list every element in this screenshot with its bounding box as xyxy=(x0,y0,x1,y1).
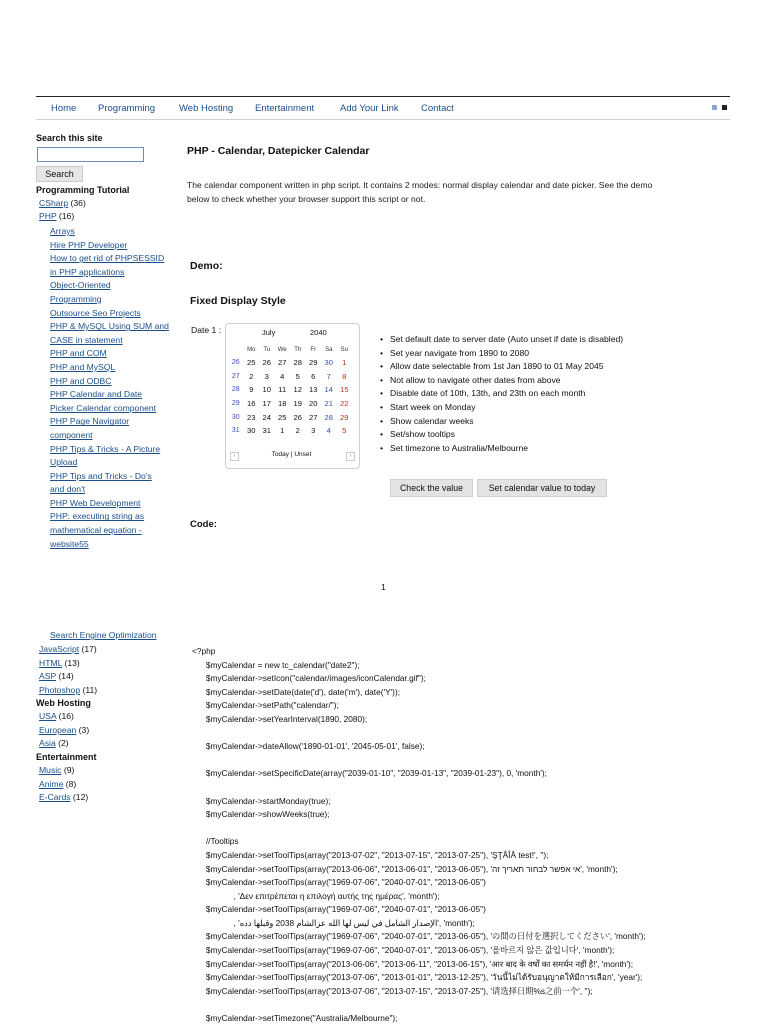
web-hosting-heading: Web Hosting xyxy=(36,698,91,708)
asp-count: (14) xyxy=(58,671,74,682)
music-count: (9) xyxy=(63,765,75,775)
date-label: Date 1 : xyxy=(191,325,222,335)
hosting-list xyxy=(39,710,89,751)
asia-count: (2) xyxy=(58,738,69,749)
calendar-day[interactable]: 7 xyxy=(326,371,331,381)
code-line: $myCalendar->setToolTips(array("2013-07-02", "2013-07-15", "2013-07-25"), 'ŞŢÂÎĂ test!', ''); xyxy=(192,849,549,860)
code-line: $myCalendar = new tc_calendar("date2"); xyxy=(192,659,360,670)
calendar-week-row xyxy=(228,383,352,397)
calendar-day[interactable]: 2 xyxy=(249,371,254,381)
php-item-web-development[interactable]: PHP Web Development xyxy=(50,497,141,508)
week-number: 26 xyxy=(231,359,240,367)
ecards-link[interactable]: E-Cards xyxy=(39,792,71,803)
code-line: $myCalendar->setYearInterval(1890, 2080); xyxy=(192,713,368,724)
php-item-mysql-sum[interactable]: PHP & MySQL Using SUM and xyxy=(50,321,169,332)
code-line: $myCalendar->setToolTips(array("2013-07-06", "2013-01-01", "2013-12-25"), 'วันนี้ไม่ได้รับอนุญาตให้มีการเลือก', 'year'); xyxy=(192,972,643,983)
calendar-day[interactable]: 30 xyxy=(247,426,256,436)
calendar-day[interactable]: 22 xyxy=(340,399,349,409)
page-number: 1 xyxy=(381,582,386,592)
top-nav xyxy=(36,96,730,120)
calendar-day-header-row xyxy=(228,344,352,356)
php-item-executing-string-cont[interactable]: mathematical equation - xyxy=(50,525,142,536)
php-item-executing-string-cont2[interactable]: website55 xyxy=(50,538,89,549)
php-count: (16) xyxy=(58,211,75,221)
code-line xyxy=(192,727,646,741)
nav-web-hosting[interactable]: Web Hosting xyxy=(179,103,234,114)
calendar-day[interactable]: 9 xyxy=(249,385,254,395)
calendar-day[interactable]: 6 xyxy=(311,371,316,381)
calendar-widget xyxy=(225,323,360,469)
feature-item: • Not allow to navigate other dates from above xyxy=(378,374,623,388)
code-line: $myCalendar->setIcon("calendar/images/iconCalendar.gif"); xyxy=(192,673,426,684)
code-line: $myCalendar->startMonday(true); xyxy=(192,795,331,806)
calendar-week-row xyxy=(228,397,352,411)
sidebar-item-php xyxy=(39,211,74,221)
check-value-button[interactable]: Check the value xyxy=(390,479,473,497)
demo-heading: Demo: xyxy=(190,260,223,272)
calendar-day[interactable]: 10 xyxy=(262,385,271,395)
php-submenu xyxy=(50,225,169,551)
calendar-day[interactable]: 29 xyxy=(309,358,318,368)
calendar-day[interactable]: 27 xyxy=(278,358,287,368)
calendar-day[interactable]: 19 xyxy=(293,399,302,409)
ecards-count: (12) xyxy=(72,792,89,803)
calendar-day[interactable]: 18 xyxy=(278,399,287,409)
calendar-day[interactable]: 14 xyxy=(324,385,333,395)
day-header: Sa xyxy=(325,347,333,353)
usa-link[interactable]: USA xyxy=(39,711,57,721)
calendar-day[interactable]: 4 xyxy=(280,371,285,381)
sidebar-item-seo xyxy=(50,630,157,640)
php-item-dos-donts-cont[interactable]: and don't xyxy=(50,484,86,495)
page-title: PHP - Calendar, Datepicker Calendar xyxy=(187,145,370,157)
european-count: (3) xyxy=(78,724,90,735)
feature-item: • Set year navigate from 1890 to 2080 xyxy=(378,347,623,361)
entertainment-list xyxy=(39,764,88,805)
code-line: $myCalendar->setToolTips(array("2013-06-06", "2013-06-11", "2013-06-15"), 'आर बाद के वर्षों का समर्थन नहीं है!', 'month'); xyxy=(192,958,634,969)
calendar-month[interactable]: July xyxy=(262,328,276,337)
php-item-arrays[interactable]: Arrays xyxy=(50,226,75,236)
calendar-week-row xyxy=(228,370,352,384)
code-line: , 'Δεν επιτρέπεται η επιλογή αυτής της ημέρας', 'month'); xyxy=(192,890,440,901)
calendar-day[interactable]: 2 xyxy=(295,426,300,436)
anime-count: (8) xyxy=(65,778,77,789)
feature-item: • Disable date of 10th, 13th, and 23th on each month xyxy=(378,387,623,401)
calendar-week-row xyxy=(228,424,352,438)
code-line: $myCalendar->setTimezone("Australia/Melbourne"); xyxy=(192,1013,398,1024)
calendar-day[interactable]: 15 xyxy=(340,385,349,395)
csharp-count: (36) xyxy=(70,198,86,208)
day-header: Su xyxy=(340,347,348,353)
code-line xyxy=(192,998,646,1012)
php-item-mysql[interactable]: PHP and MySQL xyxy=(50,361,116,372)
code-line: $myCalendar->setToolTips(array("2013-07-06", "2013-07-15", "2013-07-25"), '请选择日期%s之前一个', ''); xyxy=(192,985,593,996)
intro-paragraph xyxy=(187,179,717,206)
calendar-day[interactable]: 12 xyxy=(293,385,302,395)
calendar-day[interactable]: 28 xyxy=(293,358,302,368)
day-header: Tu xyxy=(263,347,271,353)
calendar-year[interactable]: 2040 xyxy=(310,328,327,337)
calendar-day[interactable]: 31 xyxy=(262,426,271,436)
calendar-day[interactable]: 17 xyxy=(262,399,271,409)
code-block xyxy=(192,645,646,1026)
feature-list xyxy=(378,333,623,455)
html-link[interactable]: HTML xyxy=(39,657,63,668)
calendar-day[interactable]: 26 xyxy=(293,412,302,422)
calendar-footer[interactable]: Today | Unset xyxy=(271,451,312,458)
feature-item: • Set timezone to Australia/Melbourne xyxy=(378,442,623,456)
week-number: 29 xyxy=(231,400,240,408)
usa-count: (16) xyxy=(58,711,74,721)
anime-link[interactable]: Anime xyxy=(39,778,64,789)
php-item-oop-cont[interactable]: Programming xyxy=(50,293,102,304)
code-line: $myCalendar->setPath("calendar/"); xyxy=(192,700,339,711)
php-item-picture-upload[interactable]: PHP Tips & Tricks - A Picture xyxy=(50,443,161,454)
code-line: $myCalendar->setToolTips(array("2013-06-06", "2013-06-01", "2013-06-05"), 'אי אפשר לבחור תאריך זה', 'month'); xyxy=(192,863,618,874)
calendar-next-icon[interactable]: › xyxy=(346,452,355,461)
day-header: We xyxy=(277,347,287,353)
javascript-link[interactable]: JavaScript xyxy=(39,644,80,654)
set-today-button[interactable]: Set calendar value to today xyxy=(477,479,607,497)
calendar-day[interactable]: 30 xyxy=(324,358,333,368)
php-item-oop[interactable]: Object-Oriented xyxy=(50,280,111,291)
feature-item: • Set/show tooltips xyxy=(378,428,623,442)
nav-add-your-link[interactable]: Add Your Link xyxy=(340,103,399,114)
calendar-day[interactable]: 3 xyxy=(264,371,269,381)
intro-line-2: below to check whether your browser support this script or not. xyxy=(187,193,426,204)
javascript-count: (17) xyxy=(81,644,97,654)
code-line xyxy=(192,781,646,795)
calendar-day[interactable]: 24 xyxy=(262,412,271,422)
asia-link[interactable]: Asia xyxy=(39,738,56,749)
code-line: $myCalendar->dateAllow('1890-01-01', '2045-05-01', false); xyxy=(192,741,425,752)
week-number: 28 xyxy=(231,386,240,394)
layout-toggle-dark-icon[interactable] xyxy=(722,105,727,110)
intro-line-1: The calendar component written in php script. It contains 2 modes: normal display calendar and date picker. See the demo xyxy=(187,180,653,190)
php-item-calendar-cont[interactable]: Picker Calendar component xyxy=(50,402,157,413)
programming-heading: Programming Tutorial xyxy=(36,185,130,195)
php-item-com[interactable]: PHP and COM xyxy=(50,348,107,359)
calendar-day[interactable]: 11 xyxy=(278,385,287,395)
calendar-day[interactable]: 26 xyxy=(262,358,271,368)
search-heading: Search this site xyxy=(36,133,103,143)
search-button[interactable]: Search xyxy=(36,166,83,182)
code-line: //Tooltips xyxy=(192,836,239,847)
photoshop-count: (11) xyxy=(82,684,98,695)
code-line xyxy=(192,822,646,836)
programming-more-list xyxy=(39,643,97,697)
day-header: Mo xyxy=(247,347,256,353)
day-header: Th xyxy=(294,347,302,353)
calendar-day[interactable]: 4 xyxy=(326,426,331,436)
php-item-calendar[interactable]: PHP Calendar and Date xyxy=(50,389,143,400)
asp-link[interactable]: ASP xyxy=(39,671,57,682)
day-header: Fr xyxy=(310,347,317,353)
calendar-prev-icon[interactable]: ‹ xyxy=(230,452,239,461)
code-line: $myCalendar->showWeeks(true); xyxy=(192,809,330,820)
csharp-link[interactable]: CSharp xyxy=(39,198,69,208)
calendar-day[interactable]: 20 xyxy=(309,399,318,409)
code-line: $myCalendar->setToolTips(array("1969-07-06", "2040-07-01", "2013-06-05") xyxy=(192,877,486,888)
php-item-picture-upload-cont[interactable]: Upload xyxy=(50,457,78,468)
entertainment-heading: Entertainment xyxy=(36,752,97,762)
code-line: $myCalendar->setToolTips(array("1969-07-06", "2040-07-01", "2013-06-05"), '올바르지 않은 값입니다', 'month'); xyxy=(192,945,615,956)
seo-link[interactable]: Search Engine Optimization xyxy=(50,630,157,640)
php-item-hire-developer[interactable]: Hire PHP Developer xyxy=(50,239,128,250)
php-item-executing-string[interactable]: PHP: executing string as xyxy=(50,511,145,522)
calendar-week-row xyxy=(228,356,352,370)
calendar-day[interactable]: 8 xyxy=(342,371,347,381)
feature-item: • Show calendar weeks xyxy=(378,415,623,429)
calendar-day[interactable]: 1 xyxy=(342,358,347,368)
week-header-cell xyxy=(228,344,244,356)
html-count: (13) xyxy=(64,657,80,668)
code-heading: Code: xyxy=(190,519,217,530)
calendar-day[interactable]: 5 xyxy=(295,371,300,381)
php-item-page-navigator[interactable]: PHP Page Navigator xyxy=(50,416,130,427)
php-item-odbc[interactable]: PHP and ODBC xyxy=(50,375,112,386)
sidebar-item-csharp xyxy=(39,198,86,208)
php-link[interactable]: PHP xyxy=(39,211,57,221)
calendar-day[interactable]: 25 xyxy=(278,412,287,422)
calendar-day[interactable]: 27 xyxy=(309,412,318,422)
calendar-week-row xyxy=(228,410,352,424)
calendar-day[interactable]: 29 xyxy=(340,412,349,422)
code-line: $myCalendar->setToolTips(array("1969-07-06", "2040-07-01", "2013-06-05"), 'の間の日付を選択してください', 'month'); xyxy=(192,931,646,942)
php-item-phpsessid-cont[interactable]: in PHP applications xyxy=(50,266,125,277)
calendar-day[interactable]: 21 xyxy=(324,399,333,409)
week-number: 31 xyxy=(231,427,240,435)
calendar-day[interactable]: 13 xyxy=(309,385,318,395)
code-line: $myCalendar->setSpecificDate(array("2039-01-10", "2039-01-13", "2039-01-23"), 0, 'month'); xyxy=(192,768,547,779)
nav-contact[interactable]: Contact xyxy=(421,103,454,114)
calendar-day[interactable]: 25 xyxy=(247,358,256,368)
layout-toggle-icon[interactable] xyxy=(712,105,717,110)
week-number: 30 xyxy=(231,413,240,421)
code-line: $myCalendar->setToolTips(array("1969-07-06", "2040-07-01", "2013-06-05") xyxy=(192,904,486,915)
php-item-mysql-sum-cont[interactable]: CASE in statement xyxy=(50,334,123,345)
code-line: <?php xyxy=(192,646,216,656)
calendar-day[interactable]: 1 xyxy=(280,426,285,436)
php-item-dos-donts[interactable]: PHP Tips and Tricks - Do's xyxy=(50,470,152,481)
feature-item: • Allow date selectable from 1st Jan 1890 to 01 May 2045 xyxy=(378,360,623,374)
photoshop-link[interactable]: Photoshop xyxy=(39,684,81,695)
calendar-day[interactable]: 3 xyxy=(311,426,316,436)
calendar-day[interactable]: 16 xyxy=(247,399,256,409)
nav-home[interactable]: Home xyxy=(51,103,77,114)
nav-entertainment[interactable]: Entertainment xyxy=(255,103,315,114)
calendar-grid xyxy=(228,344,352,438)
music-link[interactable]: Music xyxy=(39,765,62,775)
feature-item: • Start week on Monday xyxy=(378,401,623,415)
search-input[interactable] xyxy=(37,147,144,162)
code-line: $myCalendar->setDate(date('d'), date('m'), date('Y')); xyxy=(192,686,401,697)
week-number: 27 xyxy=(231,372,240,380)
calendar-day[interactable]: 23 xyxy=(247,412,256,422)
fixed-display-heading: Fixed Display Style xyxy=(190,295,286,307)
code-line: , 'الإصدار الشامل في ليس لها الله عزالشام 2038 وقبلها دده', 'month'); xyxy=(192,917,475,928)
feature-item: • Set default date to server date (Auto unset if date is disabled) xyxy=(378,333,623,347)
php-item-phpsessid[interactable]: How to get rid of PHPSESSID xyxy=(50,253,165,264)
european-link[interactable]: European xyxy=(39,724,77,735)
nav-programming[interactable]: Programming xyxy=(98,103,156,114)
calendar-day[interactable]: 5 xyxy=(342,426,347,436)
calendar-day[interactable]: 28 xyxy=(324,412,333,422)
php-item-page-navigator-cont[interactable]: component xyxy=(50,429,93,440)
code-line xyxy=(192,754,646,768)
php-item-outsource-seo[interactable]: Outsource Seo Projects xyxy=(50,307,141,318)
